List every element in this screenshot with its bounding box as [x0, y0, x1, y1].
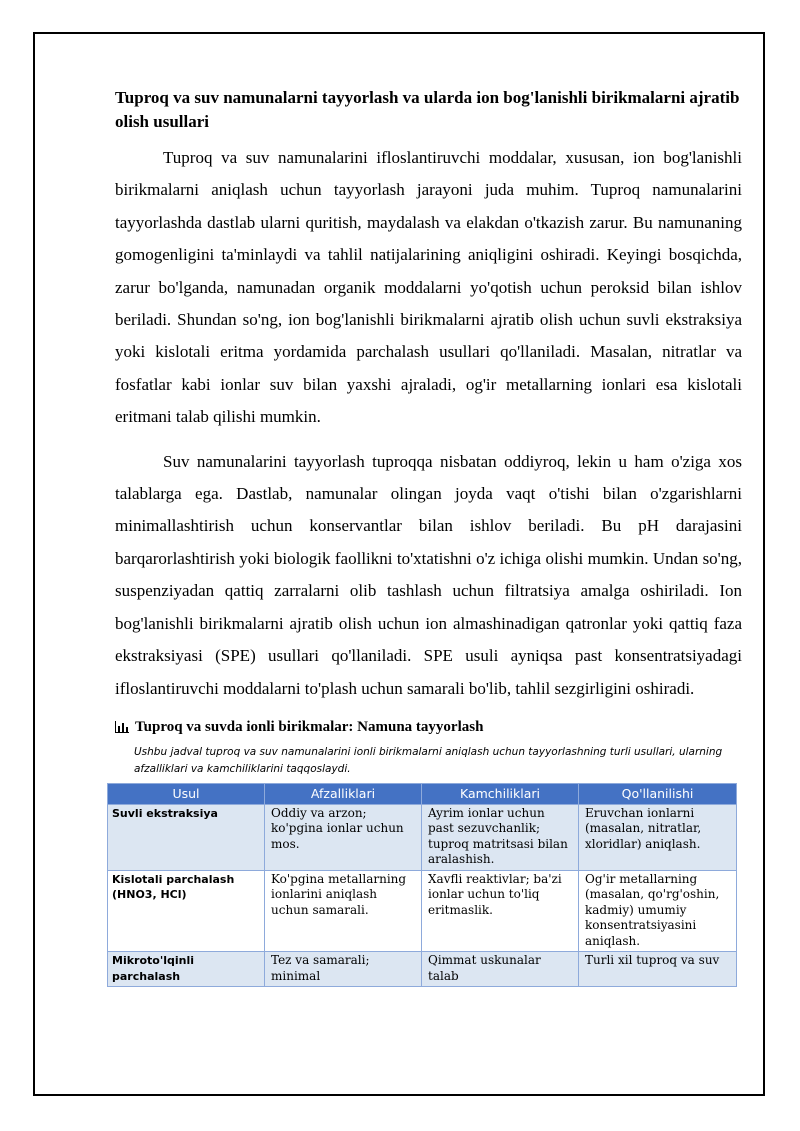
table-cell: Ayrim ionlar uchun past sezuvchanlik; tuproq matritsasi bilan aralashish.: [422, 804, 579, 870]
column-header: Kamchiliklari: [422, 783, 579, 804]
table-cell: Ko'pgina metallarning ionlarini aniqlash uchun samarali.: [265, 870, 422, 952]
table-cell: Tez va samarali; minimal: [265, 952, 422, 987]
table-header-row: [108, 783, 737, 804]
document-body: [112, 86, 742, 987]
table-cell: Eruvchan ionlarni (masalan, nitratlar, xloridlar) aniqlash.: [579, 804, 737, 870]
comparison-table: [107, 783, 737, 988]
column-header: Usul: [108, 783, 265, 804]
table-cell: Suvli ekstraksiya: [108, 804, 265, 870]
table-cell: Oddiy va arzon; ko'pgina ionlar uchun mos.: [265, 804, 422, 870]
table-cell: Turli xil tuproq va suv: [579, 952, 737, 987]
table-cell: Xavfli reaktivlar; ba'zi ionlar uchun to'liq eritmaslik.: [422, 870, 579, 952]
paragraph-2: Suv namunalarini tayyorlash tuproqqa nisbatan oddiyroq, lekin u ham o'ziga xos talablarga ega. Dastlab, namunalar olingan joyda vaqt o'tishi bilan o'zgarishlarni minimallashtirish uchun konservantlar bilan ishlov beriladi. Bu pH darajasini barqarorlashtirish yoki biologik faollikni to'xtatishni o'z ichiga olishi mumkin. Undan so'ng, suspenziyadan qattiq zarralarni olib tashlash uchun filtratsiya amalga oshiriladi. Ion bog'lanishli birikmalarni ajratib olish uchun ion almashinadigan qatronlar yoki qattiq faza ekstraksiyasi (SPE) usullari qo'llaniladi. SPE usuli ayniqsa past konsentratsiyadagi ifloslantiruvchi moddalarni to'plash uchun samarali bo'lib, tahlil sezgirligini oshiradi.: [115, 451, 742, 698]
bar-chart-icon: [115, 721, 129, 733]
column-header: Afzalliklari: [265, 783, 422, 804]
table-cell: Qimmat uskunalar talab: [422, 952, 579, 987]
table-heading-text: Tuproq va suvda ionli birikmalar: Namuna tayyorlash: [135, 718, 484, 735]
table-heading: [115, 719, 742, 736]
column-header: Qo'llanilishi: [579, 783, 737, 804]
table-cell: Kislotali parchalash (HNO3, HCl): [108, 870, 265, 952]
paragraph-1: Tuproq va suv namunalarini ifloslantiruvchi moddalar, xususan, ion bog'lanishli birikmalarni aniqlash uchun tayyorlash jarayoni juda muhim. Tuproq namunalarini tayyorlashda dastlab ularni quritish, maydalash va elakdan o'tkazish zarur. Bu namunaning gomogenligini ta'minlaydi va tahlil natijalarining aniqligini oshiradi. Keyingi bosqichda, zarur bo'lganda, namunadan organik moddalarni yo'qotish uchun peroksid bilan ishlov beriladi. Shundan so'ng, ion bog'lanishli birikmalarni ajratib olish uchun suvli ekstraksiya yoki kislotali eritma yordamida parchalash usullari qo'llaniladi. Masalan, nitratlar va fosfatlar kabi ionlar suv bilan yaxshi ajraladi, og'ir metallarning ionlari esa kislotali eritmani talab qilishi mumkin.: [115, 148, 742, 427]
section-title: Tuproq va suv namunalarni tayyorlash va ularda ion bog'lanishli birikmalarni ajratib olish usullari: [115, 88, 740, 131]
table-cell: Mikroto'lqinli parchalash: [108, 952, 265, 987]
table-row: [108, 804, 737, 870]
table-row: [108, 952, 737, 987]
table-cell: Og'ir metallarning (masalan, qo'rg'oshin, kadmiy) umumiy konsentratsiyasini aniqlash.: [579, 870, 737, 952]
table-row: [108, 870, 737, 952]
table-caption: Ushbu jadval tuproq va suv namunalarini ionli birikmalarni aniqlash uchun tayyorlashning turli usullari, ularning afzalliklari va kamchiliklarini taqqoslaydi.: [134, 745, 723, 775]
